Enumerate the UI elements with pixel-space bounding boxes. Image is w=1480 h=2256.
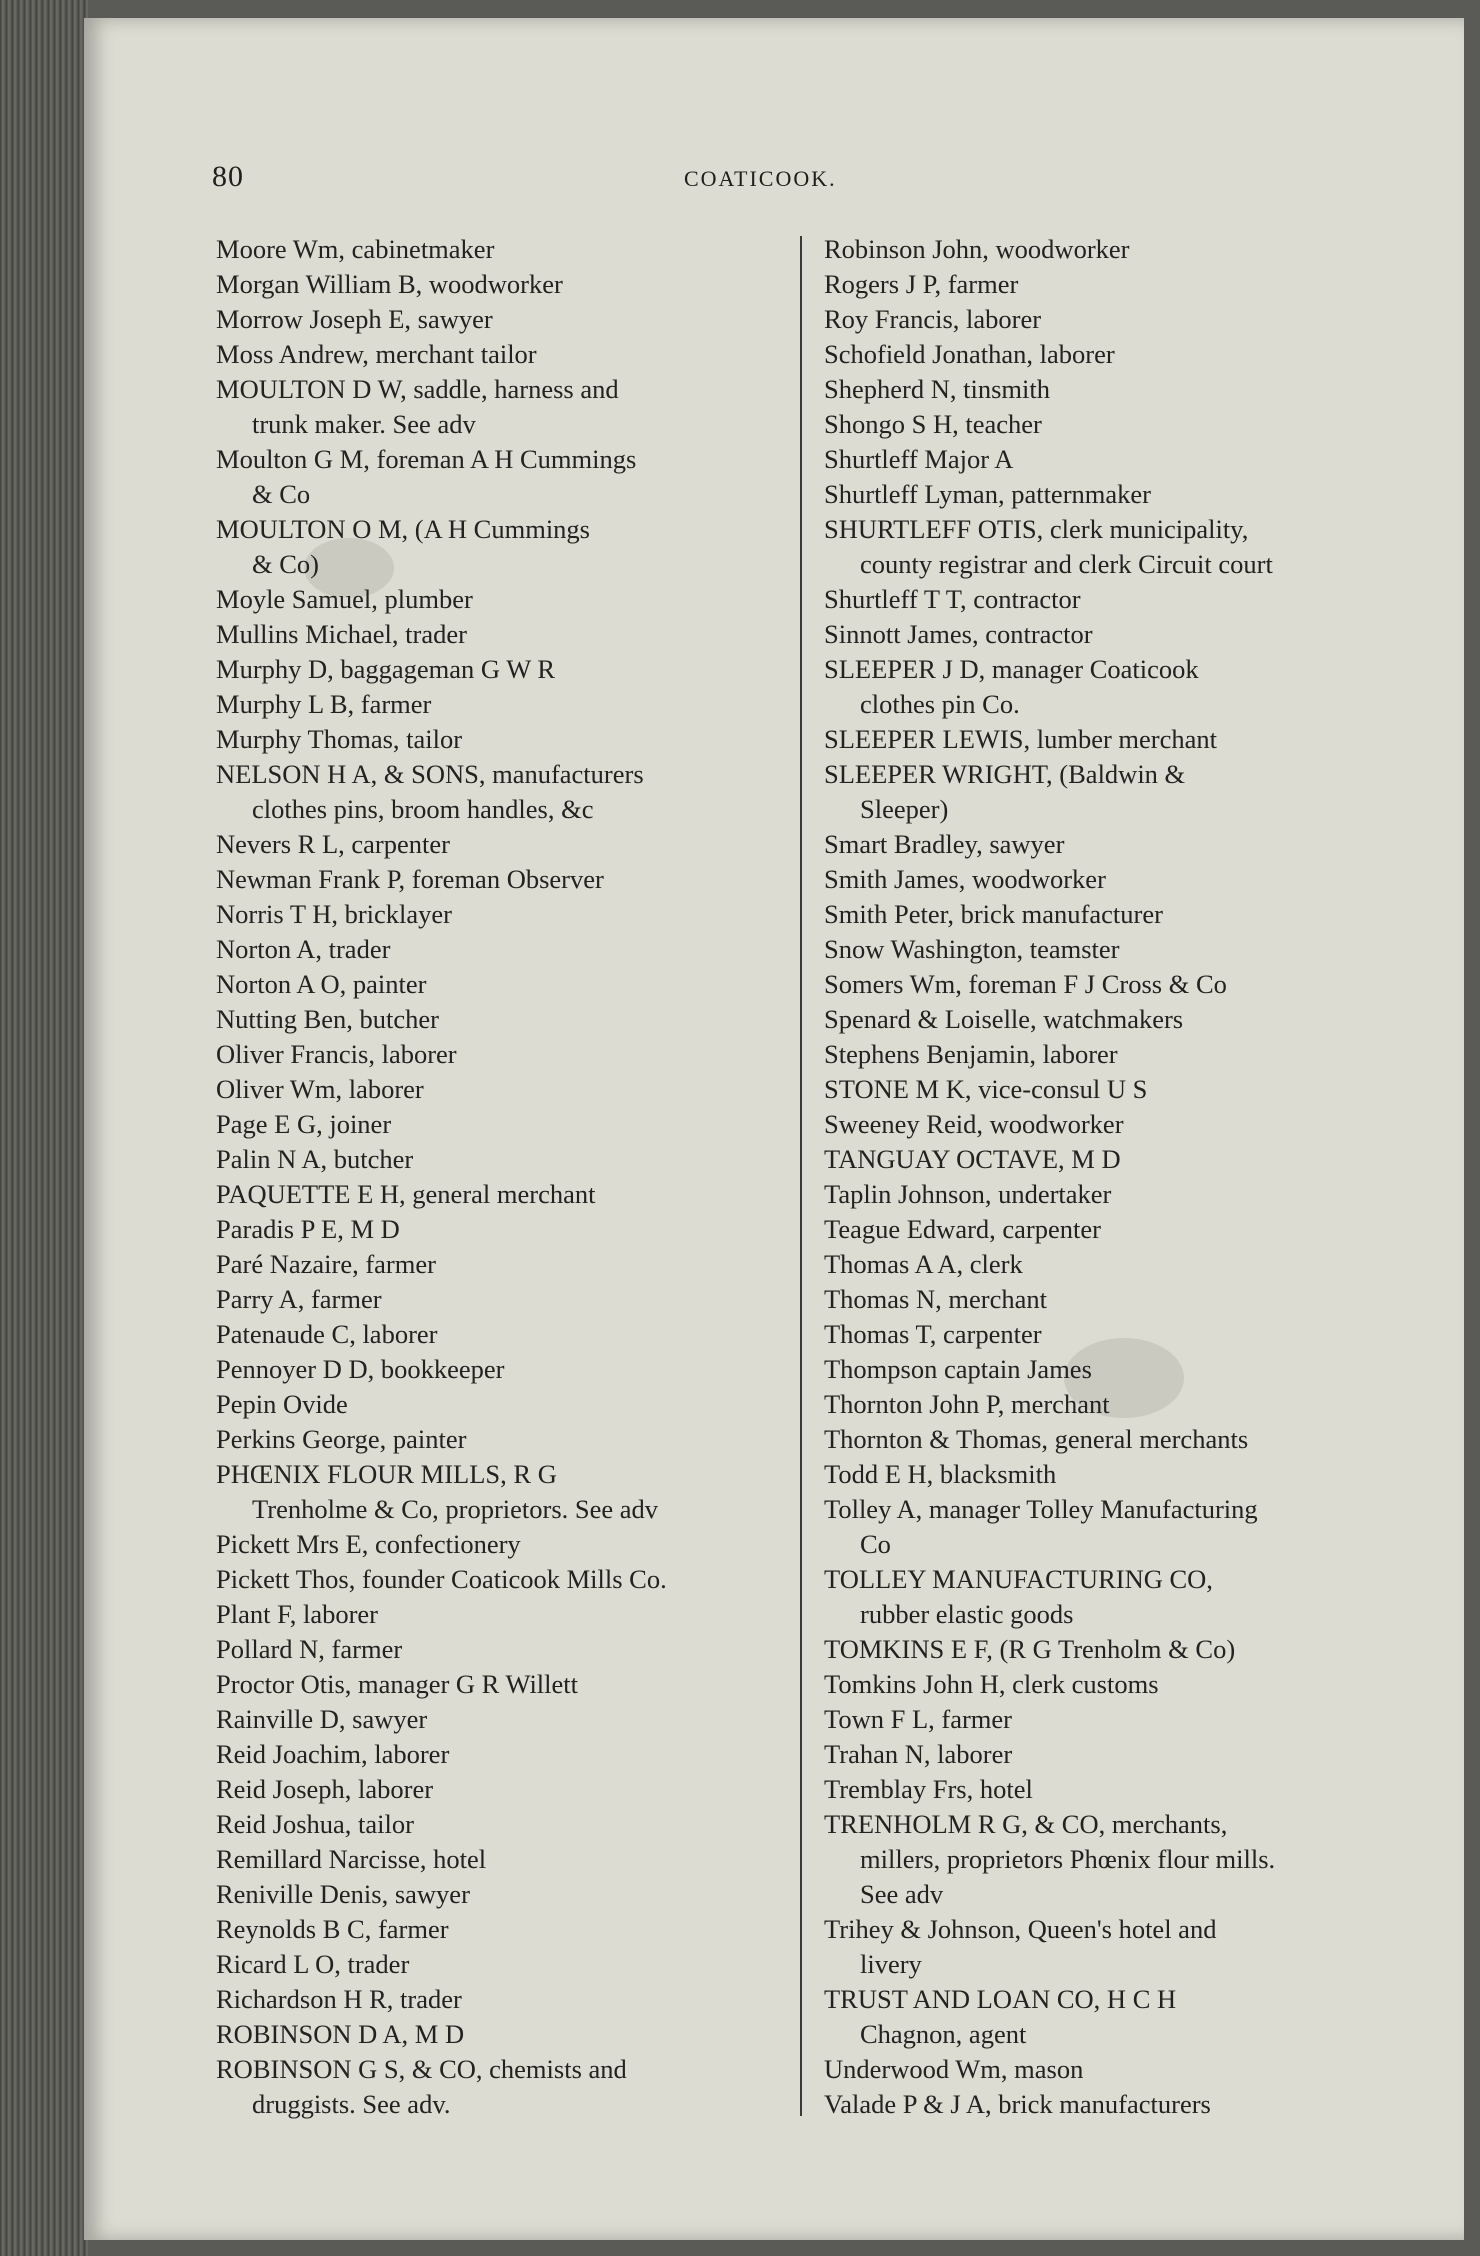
directory-entry-line: Somers Wm, foreman F J Cross & Co xyxy=(824,969,1227,999)
directory-entry-line: Spenard & Loiselle, watchmakers xyxy=(824,1004,1184,1034)
directory-entry-line: MOULTON D W, saddle, harness and xyxy=(216,374,619,404)
directory-entry-line: Rainville D, sawyer xyxy=(216,1704,428,1734)
directory-entry-line: Murphy L B, farmer xyxy=(216,689,432,719)
directory-entry-line: SLEEPER J D, manager Coaticook xyxy=(824,654,1199,684)
directory-entry-line: Smith James, woodworker xyxy=(824,864,1106,894)
directory-entry-line: Thomas N, merchant xyxy=(824,1284,1047,1314)
directory-entry-line: rubber elastic goods xyxy=(860,1599,1074,1629)
directory-entry-line: Murphy D, baggageman G W R xyxy=(216,654,556,684)
directory-entry-line: county registrar and clerk Circuit court xyxy=(860,549,1273,579)
directory-entry-line: MOULTON O M, (A H Cummings xyxy=(216,514,590,544)
directory-entry-line: trunk maker. See adv xyxy=(252,409,476,439)
directory-entry-line: Teague Edward, carpenter xyxy=(824,1214,1101,1244)
directory-entry-line: Thomas A A, clerk xyxy=(824,1249,1023,1279)
directory-entry-line: Tomkins John H, clerk customs xyxy=(824,1669,1159,1699)
directory-entry-line: Pickett Mrs E, confectionery xyxy=(216,1529,521,1559)
directory-entry-line: Paradis P E, M D xyxy=(216,1214,400,1244)
directory-entry-line: SHURTLEFF OTIS, clerk municipality, xyxy=(824,514,1249,544)
directory-entry-line: Newman Frank P, foreman Observer xyxy=(216,864,604,894)
directory-entry-line: Sleeper) xyxy=(860,794,949,824)
directory-entry-line: PAQUETTE E H, general merchant xyxy=(216,1179,596,1209)
directory-entry-line: PHŒNIX FLOUR MILLS, R G xyxy=(216,1459,557,1489)
left-column xyxy=(216,232,896,2122)
directory-entry-line: Stephens Benjamin, laborer xyxy=(824,1039,1118,1069)
running-title: COATICOOK. xyxy=(684,166,837,191)
directory-entry-line: See adv xyxy=(860,1879,944,1909)
directory-entry-line: Tolley A, manager Tolley Manufacturing xyxy=(824,1494,1258,1524)
directory-entry-line: Tremblay Frs, hotel xyxy=(824,1774,1033,1804)
directory-entry-line: Moss Andrew, merchant tailor xyxy=(216,339,537,369)
directory-entry-line: Co xyxy=(860,1529,891,1559)
directory-entry-line: Sinnott James, contractor xyxy=(824,619,1093,649)
directory-entry-line: Shurtleff T T, contractor xyxy=(824,584,1081,614)
directory-entry-line: Moulton G M, foreman A H Cummings xyxy=(216,444,637,474)
directory-entry-line: Oliver Wm, laborer xyxy=(216,1074,424,1104)
directory-entry-line: Rogers J P, farmer xyxy=(824,269,1019,299)
directory-entry-line: Page E G, joiner xyxy=(216,1109,392,1139)
directory-page xyxy=(84,18,1464,2240)
directory-entry-line: Richardson H R, trader xyxy=(216,1984,462,2014)
directory-entry-line: Reynolds B C, farmer xyxy=(216,1914,449,1944)
directory-entry-line: SLEEPER LEWIS, lumber merchant xyxy=(824,724,1217,754)
directory-entry-line: Nutting Ben, butcher xyxy=(216,1004,439,1034)
directory-entry-line: Nevers R L, carpenter xyxy=(216,829,450,859)
directory-entry-line: NELSON H A, & SONS, manufacturers xyxy=(216,759,644,789)
directory-entry-line: Norton A, trader xyxy=(216,934,391,964)
directory-entry-line: TRUST AND LOAN CO, H C H xyxy=(824,1984,1177,2014)
directory-entry-line: Murphy Thomas, tailor xyxy=(216,724,463,754)
directory-entry-line: SLEEPER WRIGHT, (Baldwin & xyxy=(824,759,1186,789)
directory-entry-line: Pennoyer D D, bookkeeper xyxy=(216,1354,505,1384)
directory-entry-line: Thomas T, carpenter xyxy=(824,1319,1042,1349)
directory-entry-line: Taplin Johnson, undertaker xyxy=(824,1179,1112,1209)
directory-entry-line: Reid Joseph, laborer xyxy=(216,1774,434,1804)
directory-entry-line: livery xyxy=(860,1949,922,1979)
directory-entry-line: TANGUAY OCTAVE, M D xyxy=(824,1144,1121,1174)
page-number: 80 xyxy=(212,160,244,193)
directory-entry-line: STONE M K, vice-consul U S xyxy=(824,1074,1148,1104)
directory-entry-line: Patenaude C, laborer xyxy=(216,1319,438,1349)
directory-entry-line: Reid Joachim, laborer xyxy=(216,1739,450,1769)
directory-entry-line: ROBINSON D A, M D xyxy=(216,2019,465,2049)
directory-entry-line: clothes pin Co. xyxy=(860,689,1020,719)
directory-entry-line: Palin N A, butcher xyxy=(216,1144,414,1174)
directory-entry-line: Trihey & Johnson, Queen's hotel and xyxy=(824,1914,1217,1944)
directory-entry-line: Thornton & Thomas, general merchants xyxy=(824,1424,1249,1454)
directory-entry-line: Shurtleff Major A xyxy=(824,444,1014,474)
directory-entry-line: Shongo S H, teacher xyxy=(824,409,1042,439)
directory-entry-line: Parry A, farmer xyxy=(216,1284,382,1314)
directory-entry-line: Thornton John P, merchant xyxy=(824,1389,1110,1419)
directory-entry-line: TOLLEY MANUFACTURING CO, xyxy=(824,1564,1213,1594)
directory-entry-line: druggists. See adv. xyxy=(252,2089,451,2119)
directory-entry-line: Plant F, laborer xyxy=(216,1599,379,1629)
directory-entry-line: Proctor Otis, manager G R Willett xyxy=(216,1669,579,1699)
directory-entry-line: Shepherd N, tinsmith xyxy=(824,374,1050,404)
directory-entry-line: Pollard N, farmer xyxy=(216,1634,403,1664)
directory-entry-line: Oliver Francis, laborer xyxy=(216,1039,457,1069)
directory-entry-line: Morrow Joseph E, sawyer xyxy=(216,304,493,334)
directory-entry-line: TOMKINS E F, (R G Trenholm & Co) xyxy=(824,1634,1236,1664)
directory-entry-line: Snow Washington, teamster xyxy=(824,934,1120,964)
directory-entry-line: Thompson captain James xyxy=(824,1354,1092,1384)
directory-entry-line: Shurtleff Lyman, patternmaker xyxy=(824,479,1151,509)
right-column xyxy=(824,232,1480,2122)
directory-entry-line: Reniville Denis, sawyer xyxy=(216,1879,470,1909)
directory-entry-line: Norton A O, painter xyxy=(216,969,427,999)
directory-entry-line: TRENHOLM R G, & CO, merchants, xyxy=(824,1809,1228,1839)
directory-entry-line: Sweeney Reid, woodworker xyxy=(824,1109,1124,1139)
directory-entry-line: Pepin Ovide xyxy=(216,1389,348,1419)
directory-entry-line: Underwood Wm, mason xyxy=(824,2054,1084,2084)
directory-entry-line: Paré Nazaire, farmer xyxy=(216,1249,436,1279)
directory-entry-line: Mullins Michael, trader xyxy=(216,619,467,649)
directory-entry-line: Reid Joshua, tailor xyxy=(216,1809,414,1839)
directory-entry-line: Moore Wm, cabinetmaker xyxy=(216,234,495,264)
directory-entry-line: Moyle Samuel, plumber xyxy=(216,584,473,614)
directory-entry-line: Ricard L O, trader xyxy=(216,1949,410,1979)
directory-entry-line: Robinson John, woodworker xyxy=(824,234,1130,264)
directory-entry-line: & Co xyxy=(252,479,311,509)
directory-entry-line: Morgan William B, woodworker xyxy=(216,269,563,299)
directory-entry-line: Schofield Jonathan, laborer xyxy=(824,339,1115,369)
directory-entry-line: Pickett Thos, founder Coaticook Mills Co. xyxy=(216,1564,667,1594)
directory-entry-line: Town F L, farmer xyxy=(824,1704,1013,1734)
column-divider xyxy=(800,236,802,2116)
directory-entry-line: Chagnon, agent xyxy=(860,2019,1027,2049)
directory-entry-line: Todd E H, blacksmith xyxy=(824,1459,1057,1489)
directory-entry-line: millers, proprietors Phœnix flour mills. xyxy=(860,1844,1276,1874)
directory-entry-line: Remillard Narcisse, hotel xyxy=(216,1844,487,1874)
page-header xyxy=(84,160,1464,200)
directory-entry-line: Perkins George, painter xyxy=(216,1424,467,1454)
directory-entry-line: Norris T H, bricklayer xyxy=(216,899,452,929)
directory-entry-line: Trenholme & Co, proprietors. See adv xyxy=(252,1494,659,1524)
book-page-edges xyxy=(0,0,88,2256)
directory-entry-line: Smith Peter, brick manufacturer xyxy=(824,899,1163,929)
directory-entry-line: ROBINSON G S, & CO, chemists and xyxy=(216,2054,627,2084)
directory-entry-line: Trahan N, laborer xyxy=(824,1739,1013,1769)
directory-entry-line: Valade P & J A, brick manufacturers xyxy=(824,2089,1211,2119)
directory-entry-line: Roy Francis, laborer xyxy=(824,304,1042,334)
directory-entry-line: & Co) xyxy=(252,549,319,579)
directory-entry-line: Smart Bradley, sawyer xyxy=(824,829,1065,859)
directory-entry-line: clothes pins, broom handles, &c xyxy=(252,794,594,824)
